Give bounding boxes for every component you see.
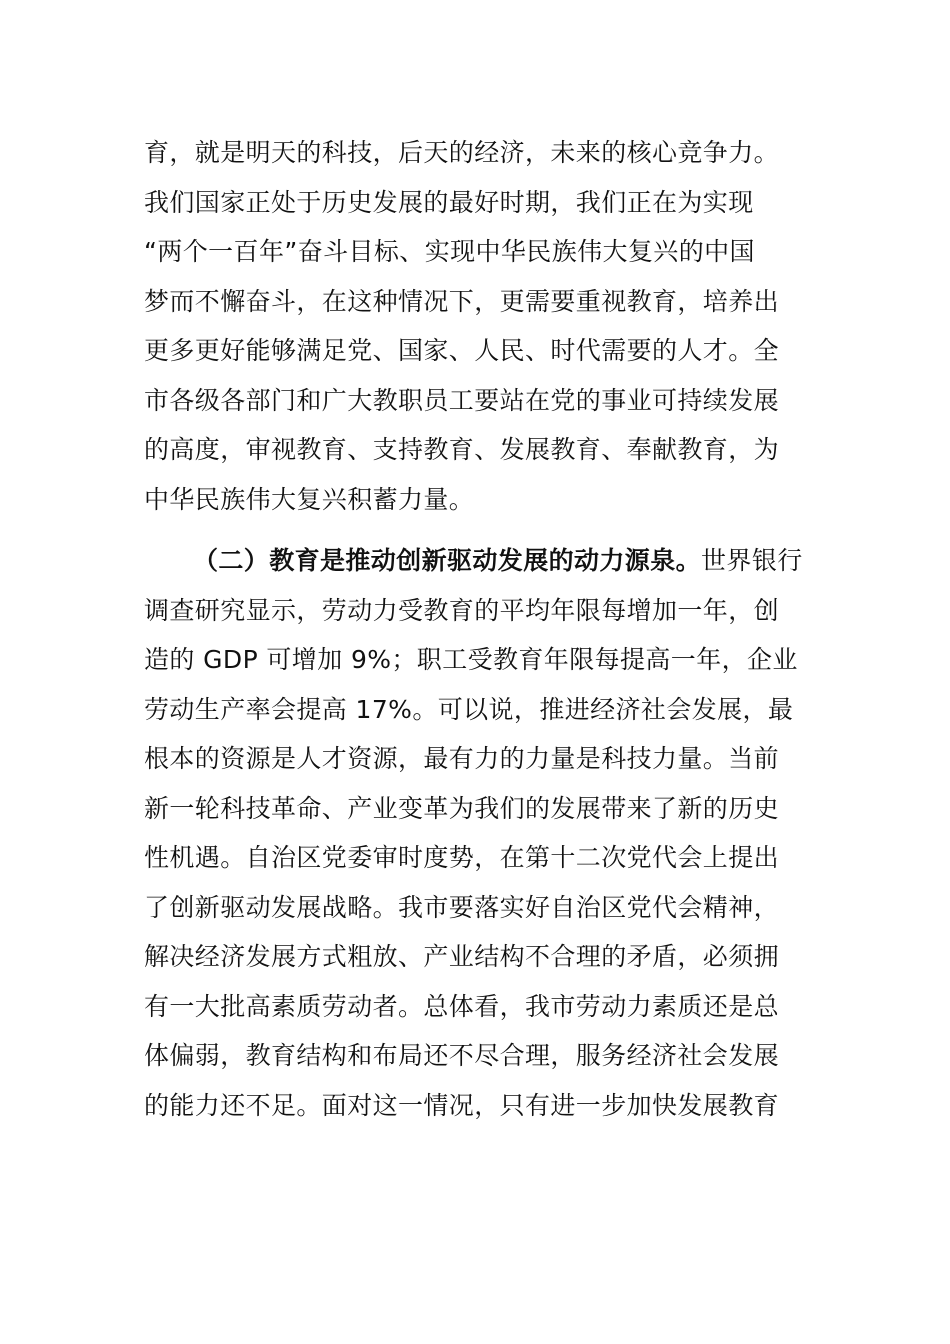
- text-line: 更多更好能够满足党、国家、人民、时代需要的人才。全: [144, 336, 780, 365]
- text-line: 解决经济发展方式粗放、产业结构不合理的矛盾，必须拥: [144, 942, 780, 971]
- paragraph-first-line: [144, 536, 808, 586]
- text-line: 劳动生产率会提高 17%。可以说，推进经济社会发展，最: [144, 694, 794, 724]
- text-line: 性机遇。自治区党委审时度势，在第十二次党代会上提出: [144, 843, 780, 872]
- paragraph-2: [144, 536, 808, 1130]
- text-line: 的能力还不足。面对这一情况，只有进一步加快发展教育: [144, 1090, 780, 1120]
- text-line: 有一大批高素质劳动者。总体看，我市劳动力素质还是总: [144, 991, 780, 1021]
- text-line: “两个一百年”奋斗目标、实现中华民族伟大复兴的中国: [144, 237, 755, 266]
- text-line: 梦而不懈奋斗，在这种情况下，更需要重视教育，培养出: [144, 286, 780, 316]
- text-line: 中华民族伟大复兴积蓄力量。: [144, 484, 475, 514]
- paragraph-1: [144, 128, 808, 524]
- text-line: 调查研究显示，劳动力受教育的平均年限每增加一年，创: [144, 595, 780, 625]
- text-line: 的高度，审视教育、支持教育、发展教育、奉献教育，为: [144, 435, 780, 464]
- text-line: 我们国家正处于历史发展的最好时期，我们正在为实现: [144, 187, 754, 217]
- section-heading: （二）教育是推动创新驱动发展的动力源泉。: [193, 546, 702, 575]
- text-run: 世界银行: [701, 546, 803, 575]
- text-line: 根本的资源是人才资源，最有力的力量是科技力量。当前: [144, 744, 780, 773]
- text-line: 体偏弱，教育结构和布局还不尽合理，服务经济社会发展: [144, 1041, 780, 1070]
- text-line: 了创新驱动发展战略。我市要落实好自治区党代会精神，: [144, 892, 780, 922]
- text-line: 新一轮科技革命、产业变革为我们的发展带来了新的历史: [144, 793, 780, 823]
- text-line: 育，就是明天的科技，后天的经济，未来的核心竞争力。: [144, 138, 780, 167]
- text-line: 市各级各部门和广大教职员工要站在党的事业可持续发展: [144, 385, 780, 415]
- text-line: 造的 GDP 可增加 9%；职工受教育年限每提高一年，企业: [144, 645, 798, 674]
